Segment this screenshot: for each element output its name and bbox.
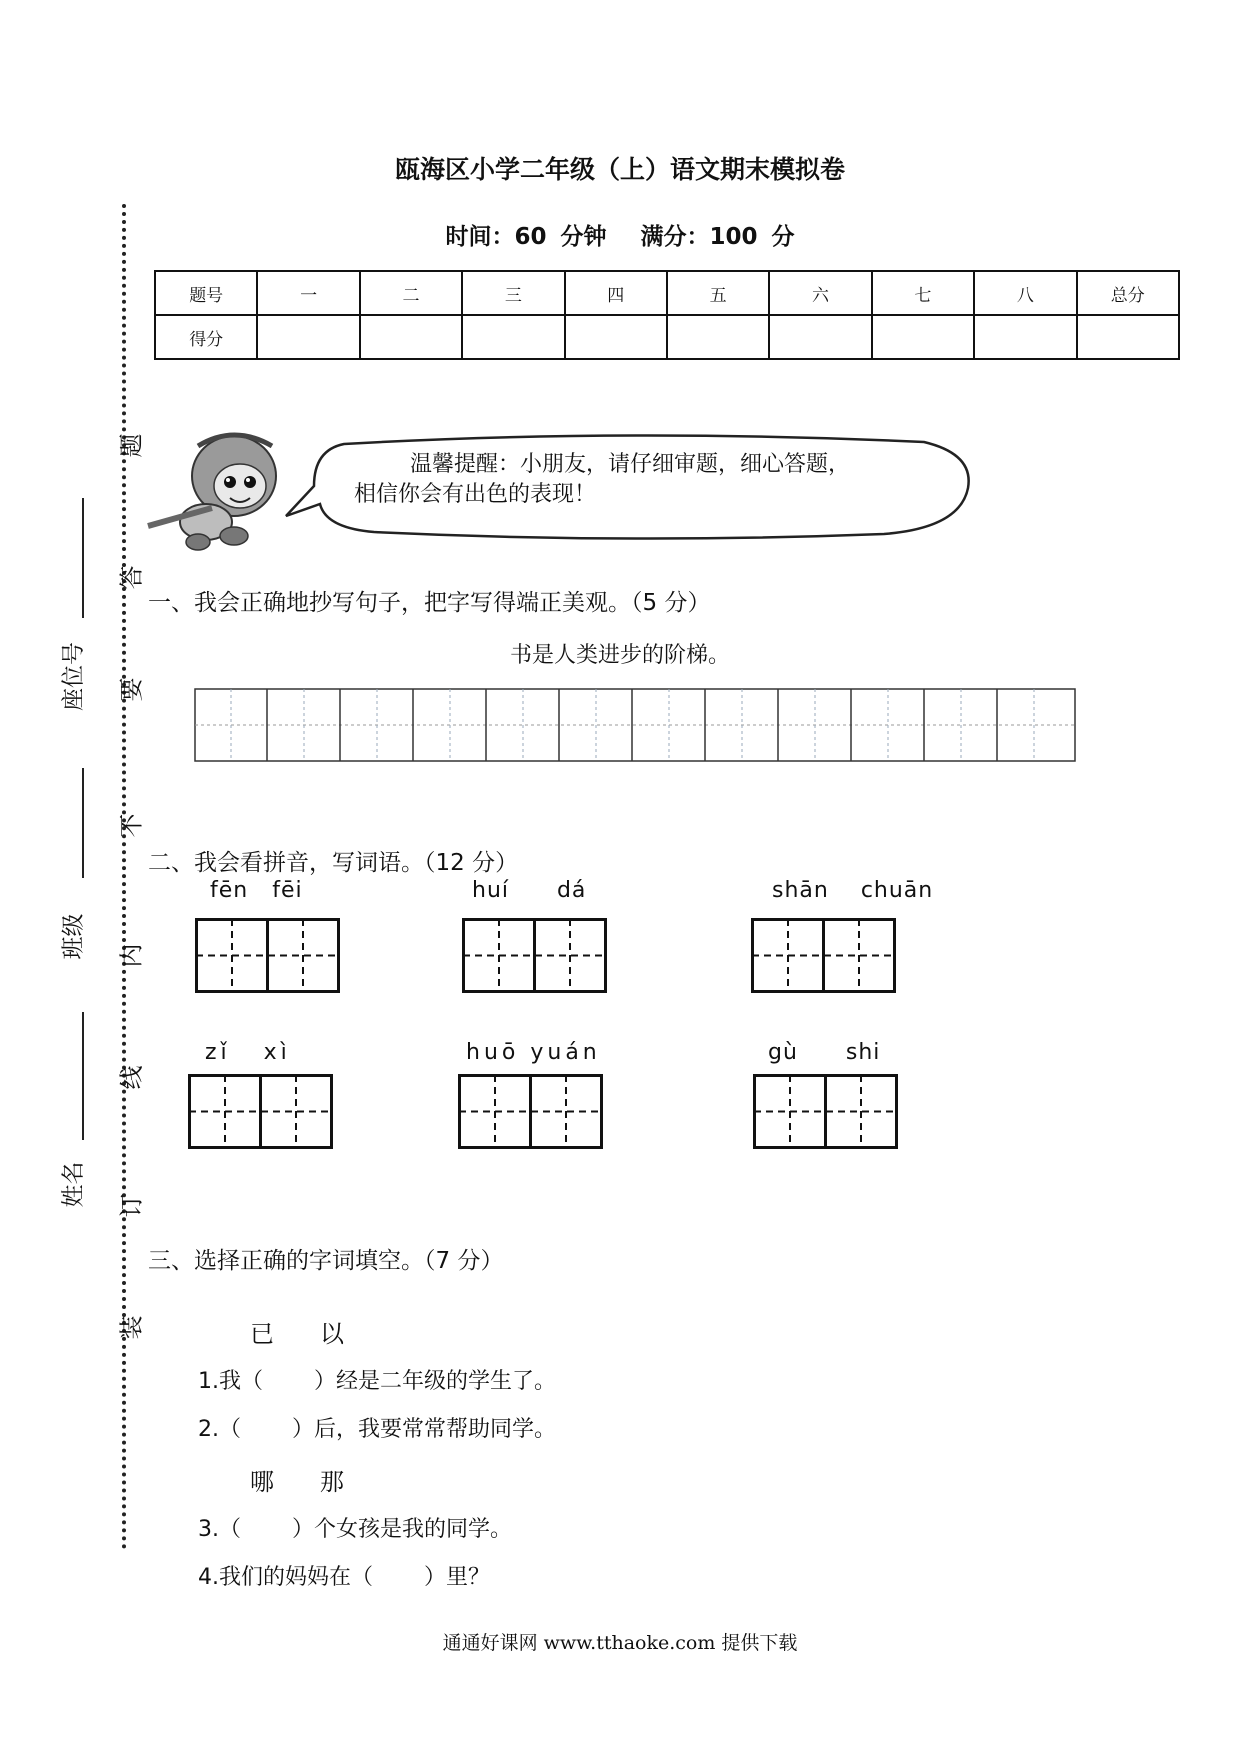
pinyin-syllable: gù bbox=[768, 1040, 798, 1065]
choice-char: 以 bbox=[320, 1320, 344, 1348]
section-2-heading: 二、我会看拼音，写词语。（12 分） bbox=[148, 850, 519, 876]
class-line[interactable] bbox=[82, 768, 84, 878]
reminder-text bbox=[354, 450, 954, 510]
exam-title: 瓯海区小学二年级（上）语文期末模拟卷 bbox=[394, 155, 845, 184]
exam-info bbox=[0, 218, 1240, 251]
pinyin-syllable: fēn bbox=[210, 878, 249, 903]
pinyin-label bbox=[466, 1040, 601, 1065]
score-cell[interactable] bbox=[565, 315, 667, 359]
reminder-line: 温馨提醒：小朋友，请仔细审题，细心答题， bbox=[410, 452, 851, 477]
choice-char: 那 bbox=[320, 1468, 344, 1496]
pinyin-syllable: zǐ bbox=[205, 1040, 231, 1065]
copy-sentence: 书是人类进步的阶梯。 bbox=[509, 643, 730, 668]
pinyin-syllable: fēi bbox=[272, 878, 303, 903]
pinyin-label bbox=[210, 878, 303, 903]
score-cell[interactable] bbox=[462, 315, 564, 359]
name-line[interactable] bbox=[82, 1012, 84, 1140]
pinyin-syllable: shān bbox=[772, 878, 829, 903]
score-table-header: 二 bbox=[360, 271, 462, 315]
section-1-heading: 一、我会正确地抄写句子，把字写得端正美观。（5 分） bbox=[148, 590, 711, 616]
exam-time: 时间：60 分钟 bbox=[445, 224, 607, 250]
binding-char: 订 bbox=[117, 1193, 146, 1218]
tianzi-grid[interactable] bbox=[751, 918, 897, 994]
score-table-score-row bbox=[155, 315, 1179, 359]
reminder-line: 相信你会有出色的表现！ bbox=[354, 482, 597, 507]
pinyin-syllable: xì bbox=[263, 1040, 291, 1065]
question-line[interactable]: 1.我（ ）经是二年级的学生了。 bbox=[198, 1369, 556, 1394]
exam-full-score: 满分：100 分 bbox=[640, 224, 795, 250]
score-table-header: 五 bbox=[667, 271, 769, 315]
choice-char: 已 bbox=[250, 1320, 274, 1348]
binding-char: 答 bbox=[117, 565, 146, 590]
binding-char: 内 bbox=[117, 943, 146, 968]
score-cell[interactable] bbox=[872, 315, 974, 359]
score-table-header: 一 bbox=[257, 271, 359, 315]
tianzi-grid[interactable] bbox=[462, 918, 608, 994]
choice-group bbox=[250, 1314, 390, 1349]
pinyin-syllable: dá bbox=[556, 878, 587, 903]
pinyin-syllable: huō bbox=[466, 1040, 520, 1065]
score-cell[interactable] bbox=[1077, 315, 1179, 359]
score-table-header: 四 bbox=[565, 271, 667, 315]
tianzi-grid[interactable] bbox=[458, 1074, 604, 1150]
binding-char: 题 bbox=[117, 433, 146, 458]
tianzi-grid[interactable] bbox=[753, 1074, 899, 1150]
name-label: 姓名 bbox=[60, 1161, 87, 1208]
question-line[interactable]: 2.（ ）后，我要常常帮助同学。 bbox=[198, 1417, 556, 1442]
score-row-label: 得分 bbox=[155, 315, 257, 359]
choice-group bbox=[250, 1462, 390, 1497]
copy-writing-grid[interactable] bbox=[194, 688, 1076, 764]
score-cell[interactable] bbox=[769, 315, 871, 359]
pinyin-label bbox=[772, 878, 933, 903]
pinyin-syllable: yuán bbox=[530, 1040, 601, 1065]
pinyin-label bbox=[768, 1040, 880, 1065]
tianzi-grid[interactable] bbox=[195, 918, 341, 994]
score-table-header: 题号 bbox=[155, 271, 257, 315]
score-cell[interactable] bbox=[360, 315, 462, 359]
pinyin-syllable: shi bbox=[845, 1040, 881, 1065]
binding-char: 装 bbox=[117, 1315, 146, 1340]
score-table-header: 八 bbox=[974, 271, 1076, 315]
score-cell[interactable] bbox=[257, 315, 359, 359]
seat-number-label: 座位号 bbox=[60, 642, 87, 711]
pinyin-label bbox=[205, 1040, 291, 1065]
binding-dotted-line bbox=[122, 204, 126, 1550]
class-label: 班级 bbox=[60, 913, 87, 960]
pinyin-label bbox=[472, 878, 586, 903]
score-table-header-row bbox=[155, 271, 1179, 315]
pinyin-syllable: chuān bbox=[860, 878, 934, 903]
score-table-header: 六 bbox=[769, 271, 871, 315]
binding-char: 线 bbox=[117, 1065, 146, 1090]
score-table-header: 三 bbox=[462, 271, 564, 315]
binding-char: 不 bbox=[117, 813, 146, 838]
score-table-header: 总分 bbox=[1077, 271, 1179, 315]
tianzi-grid[interactable] bbox=[188, 1074, 334, 1150]
choice-char: 哪 bbox=[250, 1468, 274, 1496]
score-cell[interactable] bbox=[974, 315, 1076, 359]
score-cell[interactable] bbox=[667, 315, 769, 359]
binding-char: 要 bbox=[117, 677, 146, 702]
question-line[interactable]: 3.（ ）个女孩是我的同学。 bbox=[198, 1517, 512, 1542]
footer-text: 通通好课网 www.tthaoke.com 提供下载 bbox=[442, 1632, 798, 1654]
seat-number-line[interactable] bbox=[82, 498, 84, 618]
section-3-heading: 三、选择正确的字词填空。（7 分） bbox=[148, 1248, 504, 1274]
pinyin-syllable: huí bbox=[472, 878, 509, 903]
score-table bbox=[154, 270, 1180, 360]
question-line[interactable]: 4.我们的妈妈在（ ）里？ bbox=[198, 1565, 490, 1590]
score-table-header: 七 bbox=[872, 271, 974, 315]
